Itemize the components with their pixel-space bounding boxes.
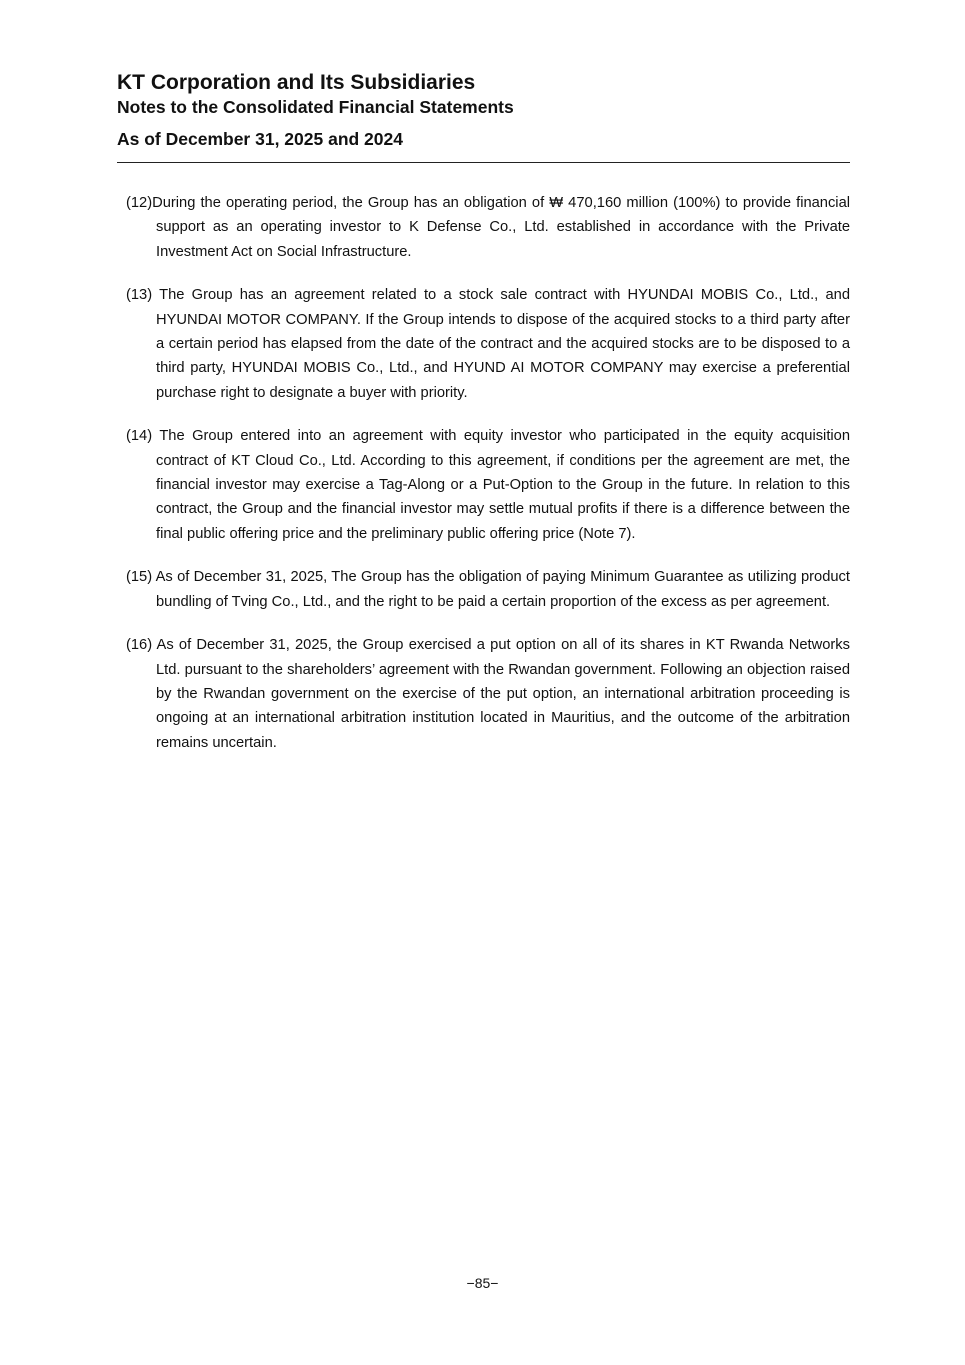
note-number: (15) [126, 569, 153, 586]
document-header [117, 70, 850, 150]
note-15 [126, 565, 850, 614]
note-text: The Group entered into an agreement with equity investor who participated in the equity acquisition contract of KT Cloud Co., Ltd. According to this agreement, if conditions per the agreement are met, the financial investor may exercise a Tag-Along or a Put-Option to the Group in the future. In relation to this contract, the Group and the financial investor may settle mutual profits if there is a difference between the final public offering price and the preliminary public offering price (Note 7). [152, 428, 850, 542]
note-12 [126, 191, 850, 264]
note-number: (12) [126, 195, 153, 211]
reporting-period: As of December 31, 2025 and 2024 [117, 129, 403, 149]
page-number: −85− [466, 1275, 499, 1291]
note-text: As of December 31, 2025, The Group has the obligation of paying Minimum Guarantee as utilizing product bundling of Tving Co., Ltd., and the right to be paid a certain proportion of the excess as per agreement. [152, 569, 850, 610]
note-16 [126, 633, 850, 754]
note-number: (14) [126, 428, 153, 445]
note-text: As of December 31, 2025, the Group exercised a put option on all of its shares in KT Rwanda Networks Ltd. pursuant to the shareholders’ agreement with the Rwandan government. Following an objection raised by the Rwandan government on the exercise of the put option, an international arbitration proceeding is ongoing at an international arbitration institution located in Mauritius, and the outcome of the arbitration remains uncertain. [152, 637, 850, 751]
company-name: KT Corporation and Its Subsidiaries [117, 71, 476, 94]
note-13 [126, 283, 850, 404]
note-text: The Group has an agreement related to a stock sale contract with HYUNDAI MOBIS Co., Ltd., and HYUNDAI MOTOR COMPANY. If the Group intends to dispose of the acquired stocks to a third party after a certain period has elapsed from the date of the contract and the acquired stocks are to be disposed to a third party, HYUNDAI MOBIS Co., Ltd., and HYUND AI MOTOR COMPANY may exercise a preferential purchase right to designate a buyer with priority. [152, 287, 850, 401]
note-number: (16) [126, 637, 153, 654]
note-number: (13) [126, 287, 153, 304]
header-divider [117, 162, 850, 163]
note-text: During the operating period, the Group has an obligation of ₩ 470,160 million (100%) to provide financial support as an operating investor to K Defense Co., Ltd. established in accordance with the Private Investment Act on Social Infrastructure. [152, 195, 850, 260]
notes-list [126, 191, 850, 774]
document-subtitle: Notes to the Consolidated Financial Statements [117, 97, 514, 117]
note-14 [126, 424, 850, 545]
